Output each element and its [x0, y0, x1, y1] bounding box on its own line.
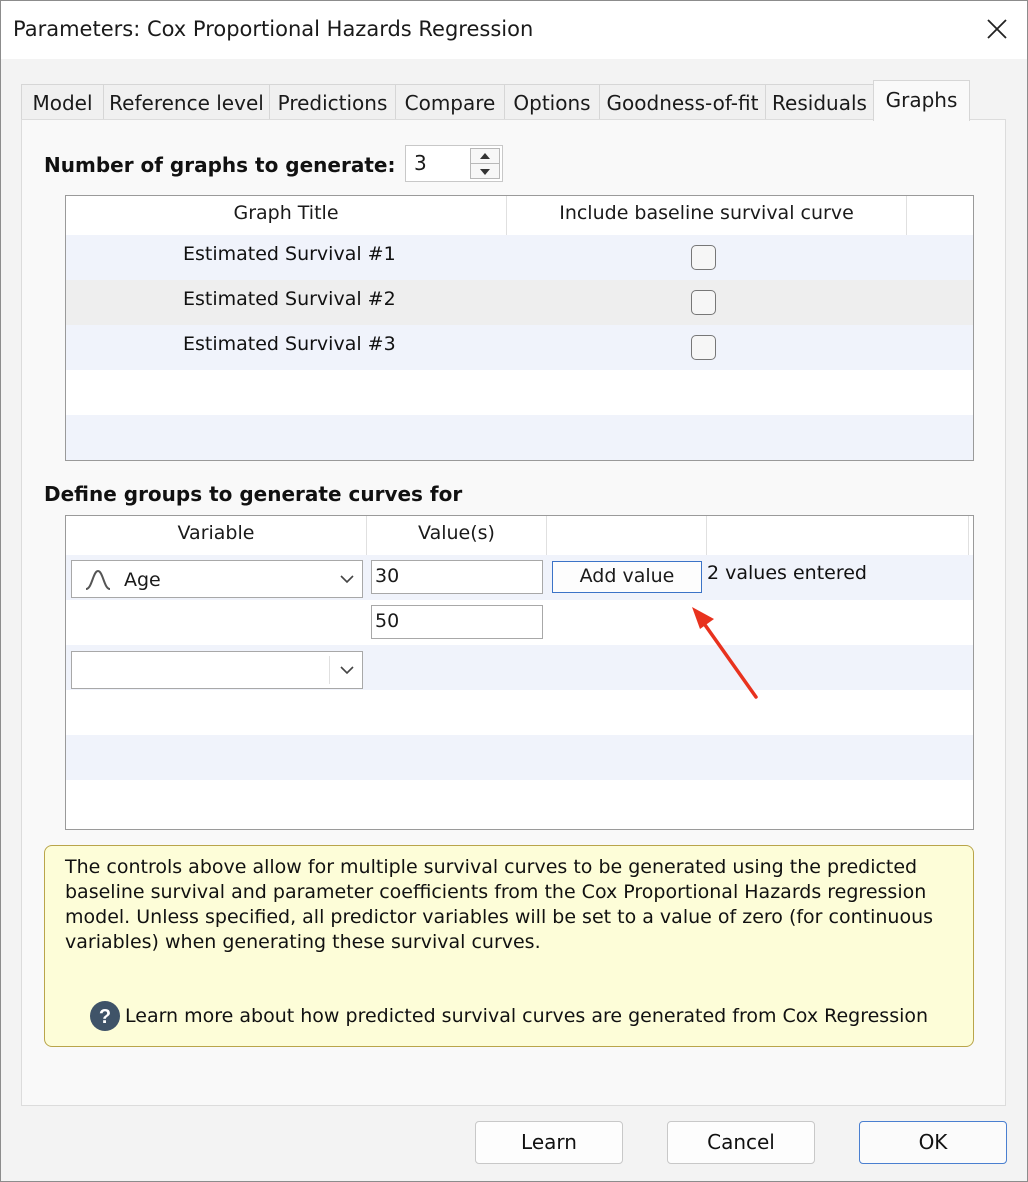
include-baseline-checkbox[interactable]	[691, 290, 716, 315]
graphs-table	[65, 195, 974, 461]
column-header-variable[interactable]: Variable	[66, 516, 367, 555]
tab-goodness-of-fit[interactable]: Goodness-of-fit	[599, 84, 766, 120]
value-input-2[interactable]: 50	[371, 605, 543, 639]
column-header-empty	[907, 196, 973, 235]
table-row	[66, 325, 973, 370]
triangle-down-icon	[480, 169, 490, 175]
triangle-up-icon	[480, 153, 490, 159]
include-baseline-checkbox[interactable]	[691, 245, 716, 270]
graph-title-cell[interactable]: Estimated Survival #2	[183, 288, 396, 310]
tab-graphs[interactable]: Graphs	[873, 80, 970, 121]
table-row-empty	[66, 370, 973, 415]
table-row-empty	[66, 690, 973, 735]
annotation-arrow	[686, 601, 766, 706]
table-row	[66, 235, 973, 280]
groups-table	[65, 515, 974, 830]
tab-reference-level[interactable]: Reference level	[103, 84, 270, 120]
tab-compare[interactable]: Compare	[395, 84, 505, 120]
table-row-empty	[66, 415, 973, 460]
close-button[interactable]	[981, 13, 1013, 45]
learn-more-link-text[interactable]: Learn more about how predicted survival curves are generated from Cox Regression	[125, 1005, 929, 1027]
graph-title-cell[interactable]: Estimated Survival #3	[183, 333, 396, 355]
tab-model[interactable]: Model	[21, 84, 104, 120]
info-text: The controls above allow for multiple survival curves to be generated using the predicted baseline survival and parameter coefficients from the Cox Proportional Hazards regression model. Unless specified, all predictor variables will be set to a value of zero (for continuous variables) when generating these survival curves.	[65, 856, 934, 953]
title-bar	[1, 1, 1027, 59]
column-header-empty	[707, 516, 969, 555]
variable-select[interactable]	[71, 560, 363, 598]
learn-button[interactable]: Learn	[475, 1121, 623, 1164]
tab-predictions[interactable]: Predictions	[269, 84, 396, 120]
spinner-buttons	[470, 148, 500, 179]
include-baseline-checkbox[interactable]	[691, 335, 716, 360]
variable-select-value: Age	[124, 569, 161, 591]
column-header-graph-title[interactable]: Graph Title	[66, 196, 507, 235]
graph-count-label: Number of graphs to generate:	[44, 153, 396, 177]
value-input-1[interactable]: 30	[371, 560, 543, 594]
question-circle-icon	[89, 1000, 121, 1032]
learn-more-link[interactable]	[89, 1000, 928, 1032]
info-box	[44, 845, 974, 1047]
combo-separator	[329, 656, 330, 684]
graph-title-cell[interactable]: Estimated Survival #1	[183, 243, 396, 265]
add-value-button[interactable]: Add value	[552, 561, 702, 593]
distribution-curve-icon	[84, 569, 112, 591]
cancel-button[interactable]: Cancel	[667, 1121, 815, 1164]
ok-button[interactable]: OK	[859, 1121, 1007, 1164]
tab-residuals[interactable]: Residuals	[765, 84, 874, 120]
spin-down-button[interactable]	[471, 164, 499, 179]
close-icon	[986, 18, 1008, 40]
column-header-empty	[547, 516, 707, 555]
svg-text:?: ?	[98, 1006, 112, 1028]
table-row-empty	[66, 780, 973, 825]
graph-count-spinner[interactable]	[405, 145, 503, 182]
table-row-empty	[66, 735, 973, 780]
chevron-down-icon	[338, 661, 356, 679]
column-header-values[interactable]: Value(s)	[367, 516, 547, 555]
graphs-panel	[21, 119, 1006, 1106]
graph-count-value[interactable]: 3	[414, 151, 427, 175]
window-title: Parameters: Cox Proportional Hazards Regression	[13, 17, 534, 41]
spin-up-button[interactable]	[471, 149, 499, 164]
values-status-text: 2 values entered	[707, 562, 867, 584]
tab-options[interactable]: Options	[504, 84, 600, 120]
chevron-down-icon	[338, 570, 356, 588]
variable-select-empty[interactable]	[71, 651, 363, 689]
column-header-include-baseline[interactable]: Include baseline survival curve	[507, 196, 907, 235]
table-row	[66, 280, 973, 325]
groups-section-label: Define groups to generate curves for	[44, 482, 463, 506]
